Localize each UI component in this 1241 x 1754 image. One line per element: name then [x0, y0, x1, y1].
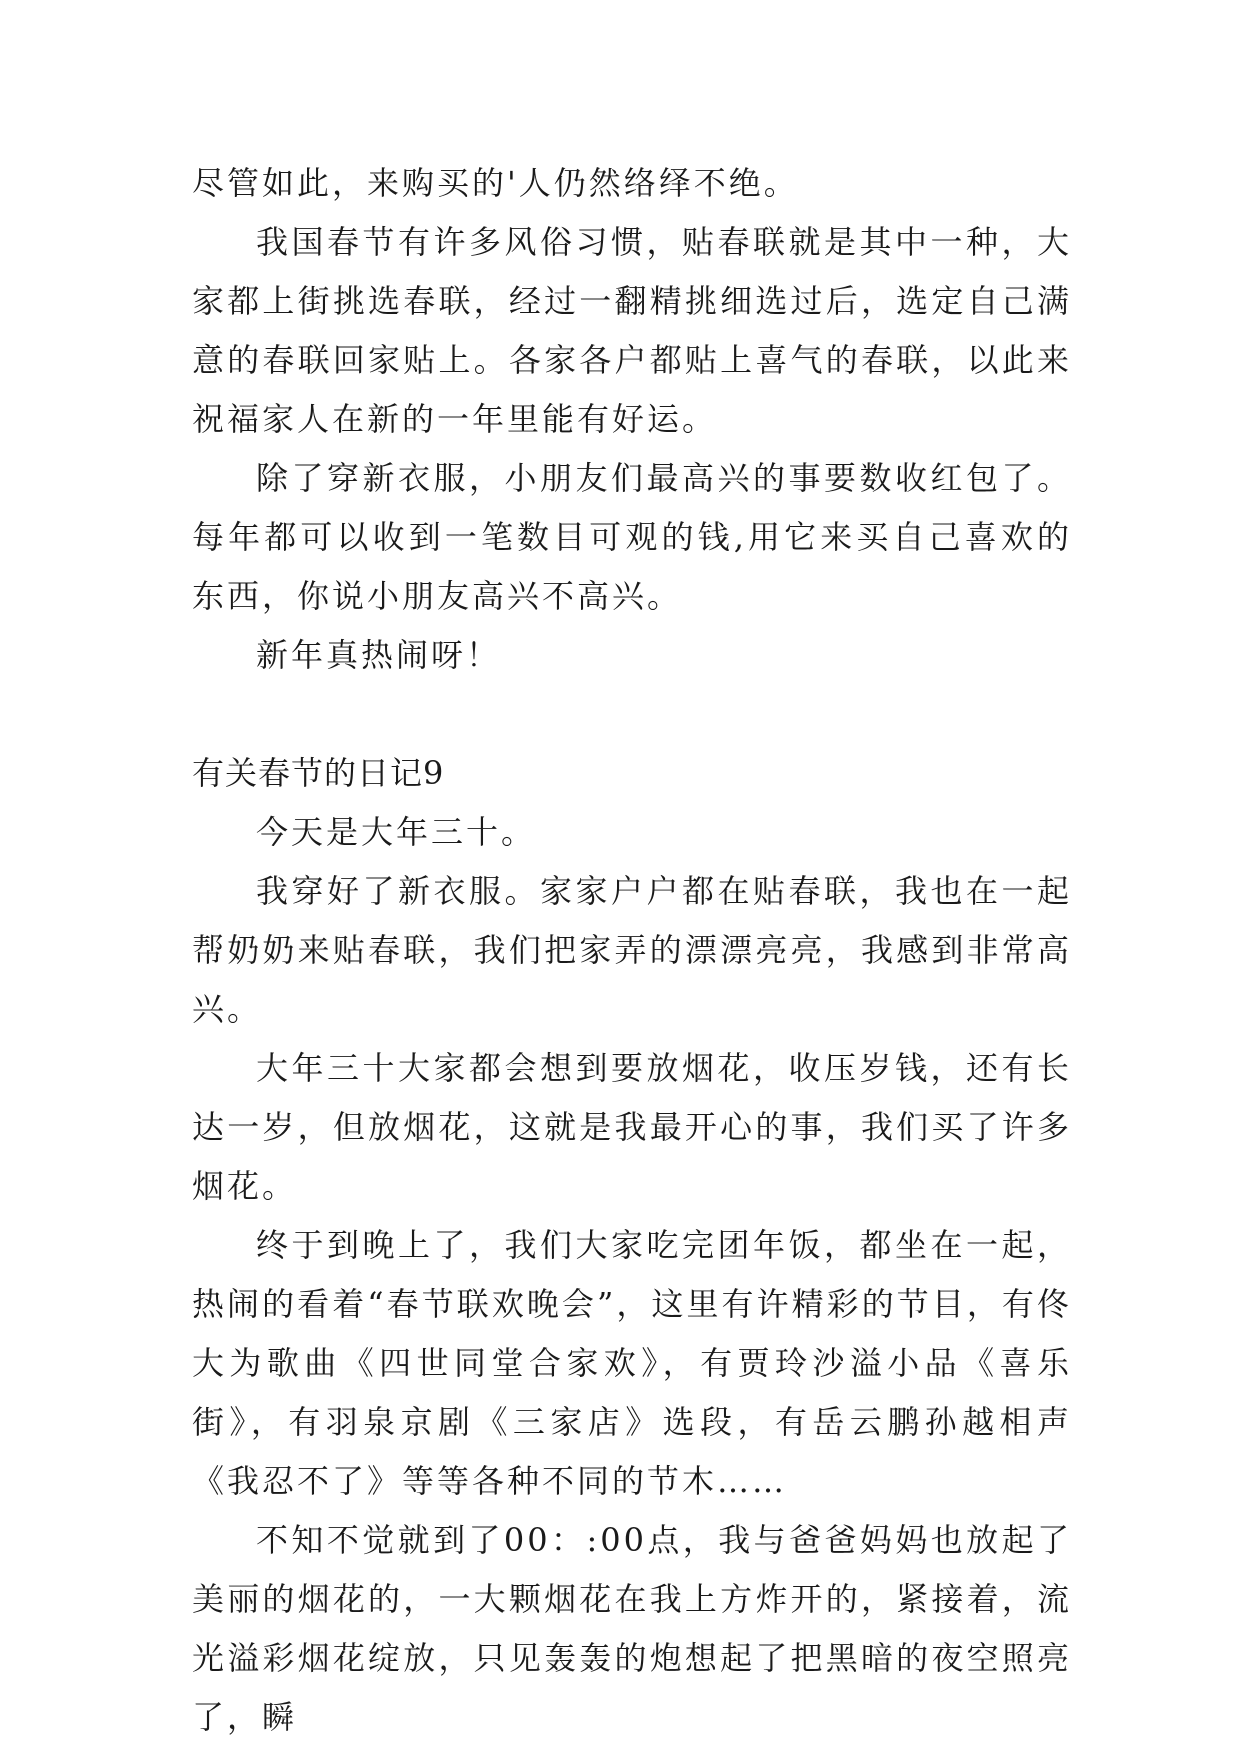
paragraph-new-clothes: 我穿好了新衣服。家家户户都在贴春联，我也在一起帮奶奶来贴春联，我们把家弄的漂漂亮亮，我感到非常高兴。: [192, 872, 1072, 1028]
document-body: [192, 154, 1072, 1747]
paragraph-gala: 终于到晚上了，我们大家吃完团年饭，都坐在一起，热闹的看着“春节联欢晚会”，这里有许精彩的节目，有佟大为歌曲《四世同堂合家欢》，有贾玲沙溢小品《喜乐街》，有羽泉京剧《三家店》选段，有岳云鹏孙越相声《我忍不了》等等各种不同的节木……: [192, 1226, 1072, 1500]
diary-title: 有关春节的日记9: [192, 754, 445, 792]
paragraph-spring-couplets: 我国春节有许多风俗习惯，贴春联就是其中一种，大家都上街挑选春联，经过一翻精挑细选过后，选定自己满意的春联回家贴上。各家各户都贴上喜气的春联，以此来祝福家人在新的一年里能有好运。: [192, 223, 1072, 438]
paragraph-lively-new-year: 新年真热闹呀！: [256, 636, 502, 674]
paragraph-new-years-eve: 今天是大年三十。: [256, 813, 537, 851]
paragraph-red-envelopes: 除了穿新衣服，小朋友们最高兴的事要数收红包了。每年都可以收到一笔数目可观的钱,用它来买自己喜欢的东西，你说小朋友高兴不高兴。: [192, 459, 1072, 615]
paragraph-continuation: 尽管如此，来购买的'人仍然络绎不绝。: [192, 164, 799, 202]
paragraph-fireworks-plan: 大年三十大家都会想到要放烟花，收压岁钱，还有长达一岁，但放烟花，这就是我最开心的事，我们买了许多烟花。: [192, 1049, 1072, 1205]
section-gap: [192, 685, 1072, 744]
paragraph-midnight-fireworks: 不知不觉就到了00：:00点，我与爸爸妈妈也放起了美丽的烟花的，一大颗烟花在我上方炸开的，紧接着，流光溢彩烟花绽放，只见轰轰的炮想起了把黑暗的夜空照亮了，瞬: [192, 1521, 1072, 1736]
